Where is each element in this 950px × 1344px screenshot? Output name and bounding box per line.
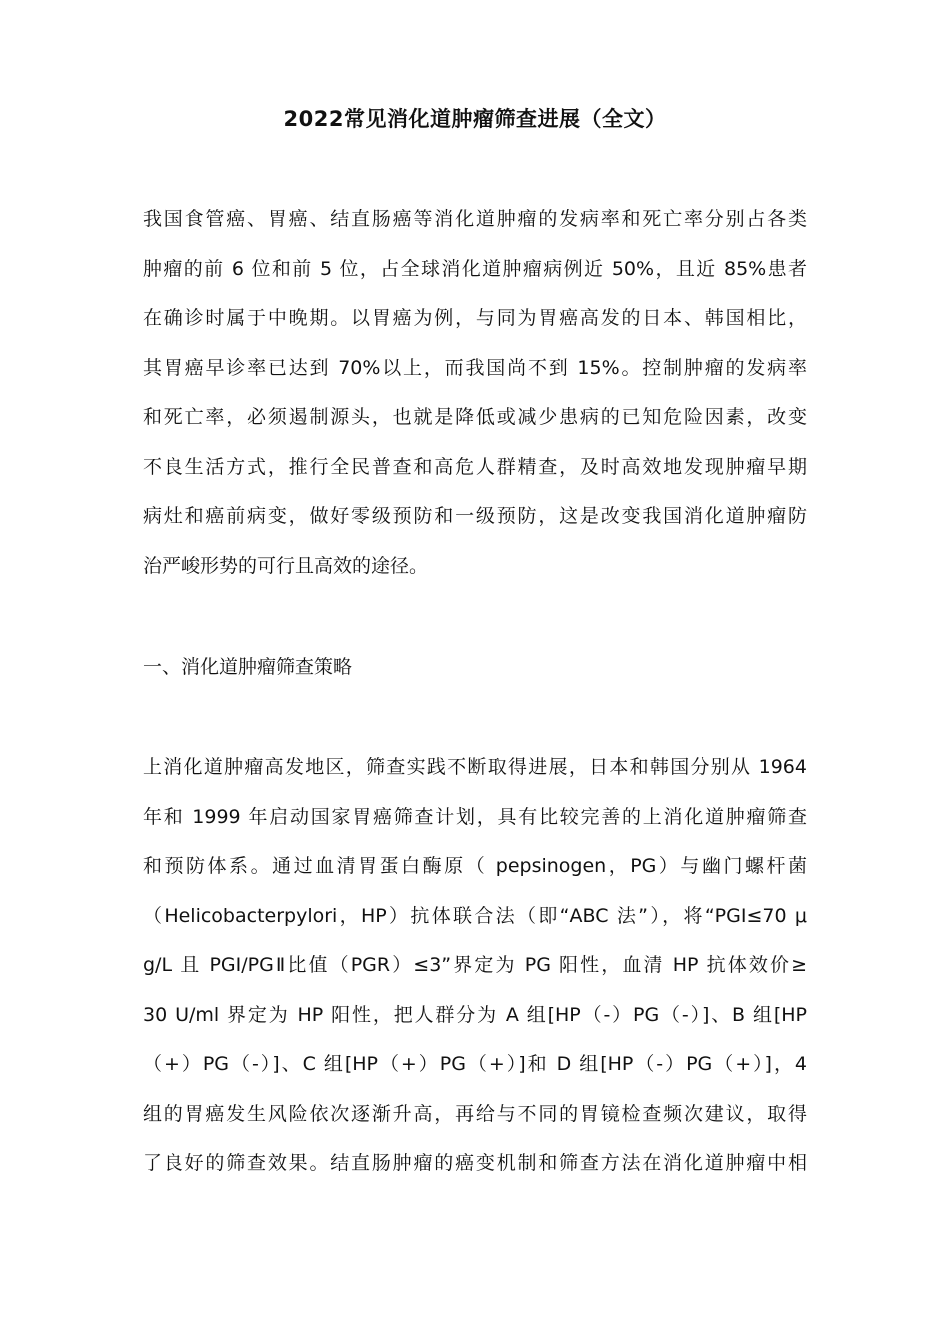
document-title: 2022常见消化道肿瘤筛查进展（全文）	[283, 107, 667, 131]
text-line: 病灶和癌前病变，做好零级预防和一级预防，这是改变我国消化道肿瘤防	[143, 505, 807, 527]
text-line: 30 U/ml 界定为 HP 阳性，把人群分为 A 组[HP（-）PG（-）]、B 组[HP	[143, 1003, 807, 1026]
text-line: 治严峻形势的可行且高效的途径。	[143, 554, 429, 577]
text-line: 和预防体系。通过血清胃蛋白酶原（ pepsinogen，PG）与幽门螺杆菌	[143, 855, 807, 877]
section-paragraph	[143, 743, 807, 1189]
section-heading-text: 一、消化道肿瘤筛查策略	[143, 656, 353, 678]
text-line: 了良好的筛查效果。结直肠肿瘤的癌变机制和筛查方法在消化道肿瘤中相	[143, 1152, 807, 1174]
text-line: 和死亡率，必须遏制源头，也就是降低或减少患病的已知危险因素，改变	[143, 406, 807, 428]
text-line: 我国食管癌、胃癌、结直肠癌等消化道肿瘤的发病率和死亡率分别占各类	[143, 208, 807, 230]
text-line: 肿瘤的前 6 位和前 5 位，占全球消化道肿瘤病例近 50%，且近 85%患者	[143, 257, 807, 280]
text-line: （+）PG（-）]、C 组[HP（+）PG（+）]和 D 组[HP（-）PG（+）]，4	[143, 1053, 807, 1075]
text-line: 在确诊时属于中晚期。以胃癌为例，与同为胃癌高发的日本、韩国相比，	[143, 307, 807, 329]
section-heading	[143, 643, 807, 693]
text-line: 不良生活方式，推行全民普查和高危人群精查，及时高效地发现肿瘤早期	[143, 455, 807, 478]
text-line: 上消化道肿瘤高发地区，筛查实践不断取得进展，日本和韩国分别从 1964	[143, 756, 807, 778]
text-line: 组的胃癌发生风险依次逐渐升高，再给与不同的胃镜检查频次建议，取得	[143, 1102, 807, 1125]
text-line: 其胃癌早诊率已达到 70%以上，而我国尚不到 15%。控制肿瘤的发病率	[143, 356, 807, 379]
intro-paragraph	[143, 195, 807, 591]
text-line: （Helicobacterpylori，HP）抗体联合法（即“ABC 法”），将“PGI≤70 μ	[143, 904, 807, 927]
text-line: g/L 且 PGI/PGⅡ比值（PGR）≤3”界定为 PG 阳性，血清 HP 抗体效价≥	[143, 954, 807, 976]
text-line: 年和 1999 年启动国家胃癌筛查计划，具有比较完善的上消化道肿瘤筛查	[143, 805, 807, 828]
